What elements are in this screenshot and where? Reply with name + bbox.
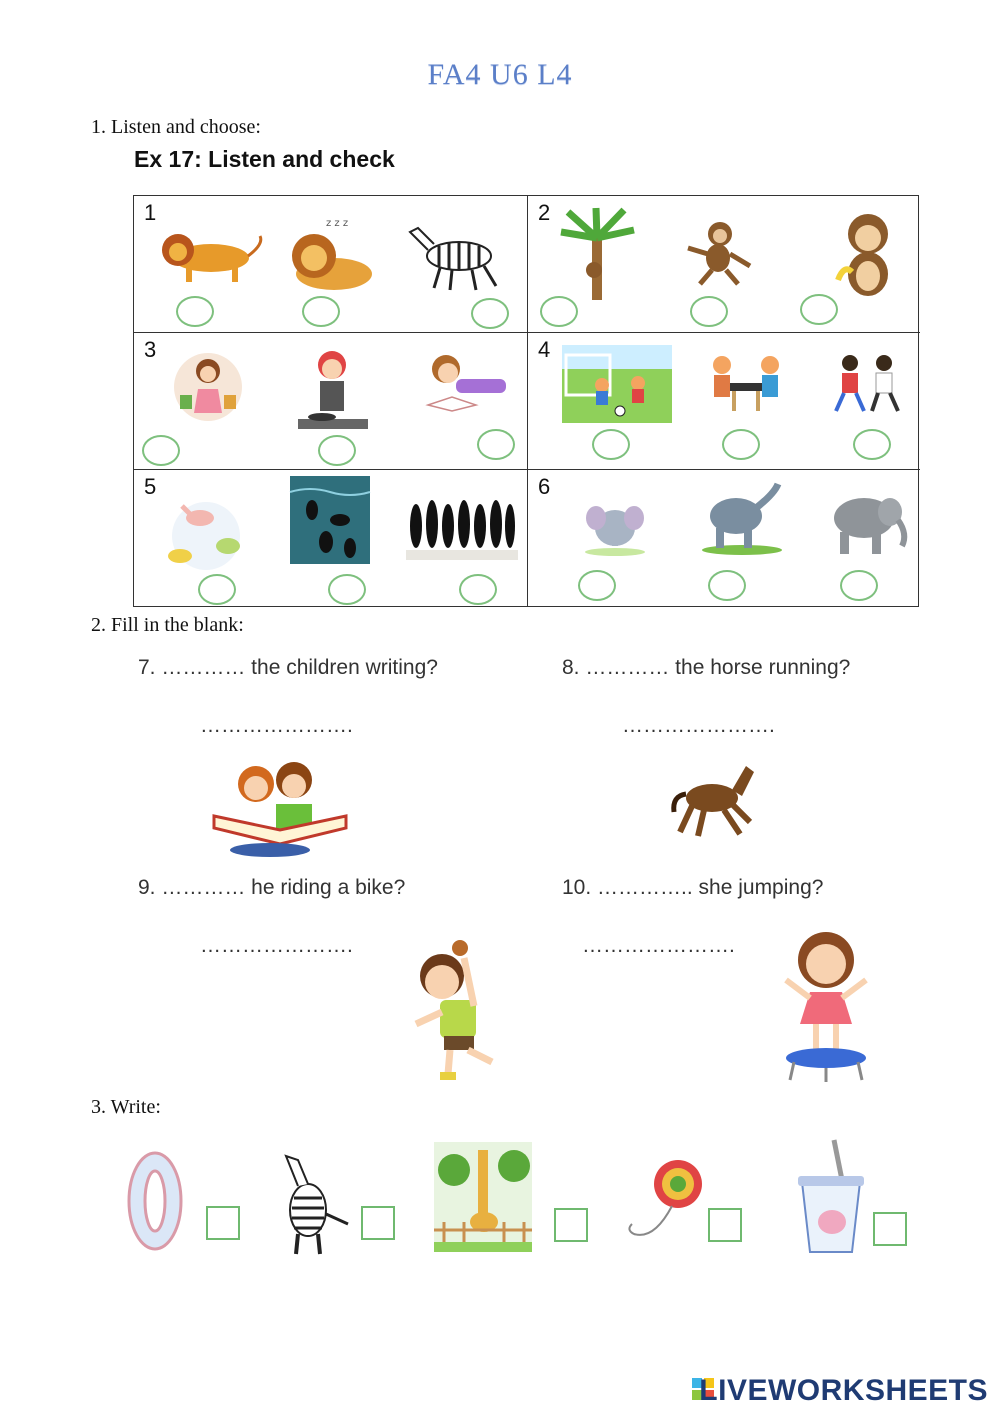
penguins-swimming-picture bbox=[290, 476, 370, 564]
question-8: 8. ………… the horse running? bbox=[562, 656, 851, 679]
worksheet-title: FA4 U6 L4 bbox=[427, 58, 573, 91]
section-1-heading: 1. Listen and choose: bbox=[91, 116, 261, 138]
birds-picture bbox=[162, 500, 250, 574]
svg-text:z z z: z z z bbox=[326, 218, 349, 229]
monkey-eating-banana-picture bbox=[828, 210, 908, 305]
letter-o-picture bbox=[124, 1148, 186, 1254]
children-playing-football-picture bbox=[562, 345, 672, 423]
answer-circle[interactable] bbox=[142, 435, 180, 466]
write-answer-box[interactable] bbox=[361, 1206, 395, 1240]
cell-number: 1 bbox=[144, 200, 157, 225]
grid-cell-3 bbox=[134, 333, 527, 470]
children-reading-book-picture bbox=[210, 758, 350, 858]
yo-yo-picture bbox=[624, 1150, 704, 1248]
answer-circle[interactable] bbox=[853, 429, 891, 460]
children-playing-chess-picture bbox=[706, 347, 786, 413]
write-answer-box[interactable] bbox=[873, 1212, 907, 1246]
answer-circle[interactable] bbox=[722, 429, 760, 460]
grid-cell-5 bbox=[134, 470, 527, 607]
answer-circle[interactable] bbox=[840, 570, 878, 601]
girl-jumping-on-trampoline-picture bbox=[780, 920, 872, 1084]
answer-circle[interactable] bbox=[176, 296, 214, 327]
children-running-picture bbox=[830, 351, 910, 415]
write-answer-box[interactable] bbox=[708, 1208, 742, 1242]
elephant-eating-picture bbox=[700, 480, 786, 556]
answer-8-blank[interactable]: …………………. bbox=[622, 714, 775, 737]
answer-circle[interactable] bbox=[800, 294, 838, 325]
running-lion-picture bbox=[156, 226, 266, 286]
cell-number: 2 bbox=[538, 200, 551, 225]
answer-circle[interactable] bbox=[302, 296, 340, 327]
answer-circle[interactable] bbox=[459, 574, 497, 605]
grid-cell-2 bbox=[527, 196, 920, 333]
girl-reading-picture bbox=[422, 347, 517, 417]
answer-10-blank[interactable]: …………………. bbox=[582, 934, 735, 957]
zebra-picture bbox=[268, 1150, 352, 1258]
cell-number: 5 bbox=[144, 474, 157, 499]
liveworksheets-logo[interactable]: LIVEWORKSHEETS bbox=[699, 1374, 988, 1407]
answer-circle[interactable] bbox=[318, 435, 356, 466]
monkey-jumping-picture bbox=[678, 218, 758, 288]
monkey-climbing-tree-picture bbox=[556, 208, 636, 303]
answer-circle[interactable] bbox=[708, 570, 746, 601]
write-answer-box[interactable] bbox=[554, 1208, 588, 1242]
baby-elephant-picture bbox=[582, 488, 648, 556]
zoo-picture bbox=[434, 1142, 532, 1252]
question-10: 10. ………….. she jumping? bbox=[562, 876, 824, 899]
grid-cell-1 bbox=[134, 196, 527, 333]
grid-cell-4 bbox=[527, 333, 920, 470]
cell-number: 3 bbox=[144, 337, 157, 362]
elephant-walking-picture bbox=[824, 486, 910, 556]
girl-shopping-picture bbox=[172, 349, 244, 431]
question-7: 7. ………… the children writing? bbox=[138, 656, 438, 679]
answer-circle[interactable] bbox=[328, 574, 366, 605]
answer-circle[interactable] bbox=[578, 570, 616, 601]
running-horse-picture bbox=[672, 754, 756, 840]
answer-circle[interactable] bbox=[198, 574, 236, 605]
girl-cooking-picture bbox=[292, 345, 372, 435]
grid-cell-6 bbox=[527, 470, 920, 607]
cell-number: 6 bbox=[538, 474, 551, 499]
listen-and-check-grid bbox=[133, 195, 919, 607]
boy-catching-ball-picture bbox=[400, 940, 510, 1082]
question-9: 9. ………… he riding a bike? bbox=[138, 876, 406, 899]
penguins-standing-picture bbox=[406, 484, 518, 564]
section-2-heading: 2. Fill in the blank: bbox=[91, 614, 244, 636]
write-answer-box[interactable] bbox=[206, 1206, 240, 1240]
zebra-picture bbox=[404, 218, 514, 293]
answer-circle[interactable] bbox=[690, 296, 728, 327]
answer-circle[interactable] bbox=[592, 429, 630, 460]
answer-circle[interactable] bbox=[477, 429, 515, 460]
answer-9-blank[interactable]: …………………. bbox=[200, 934, 353, 957]
sleeping-lion-picture bbox=[284, 216, 374, 296]
answer-circle[interactable] bbox=[471, 298, 509, 329]
answer-7-blank[interactable]: …………………. bbox=[200, 714, 353, 737]
exercise-heading: Ex 17: Listen and check bbox=[134, 146, 395, 172]
yogurt-picture bbox=[794, 1138, 868, 1258]
section-3-heading: 3. Write: bbox=[91, 1096, 161, 1118]
cell-number: 4 bbox=[538, 337, 551, 362]
answer-circle[interactable] bbox=[540, 296, 578, 327]
